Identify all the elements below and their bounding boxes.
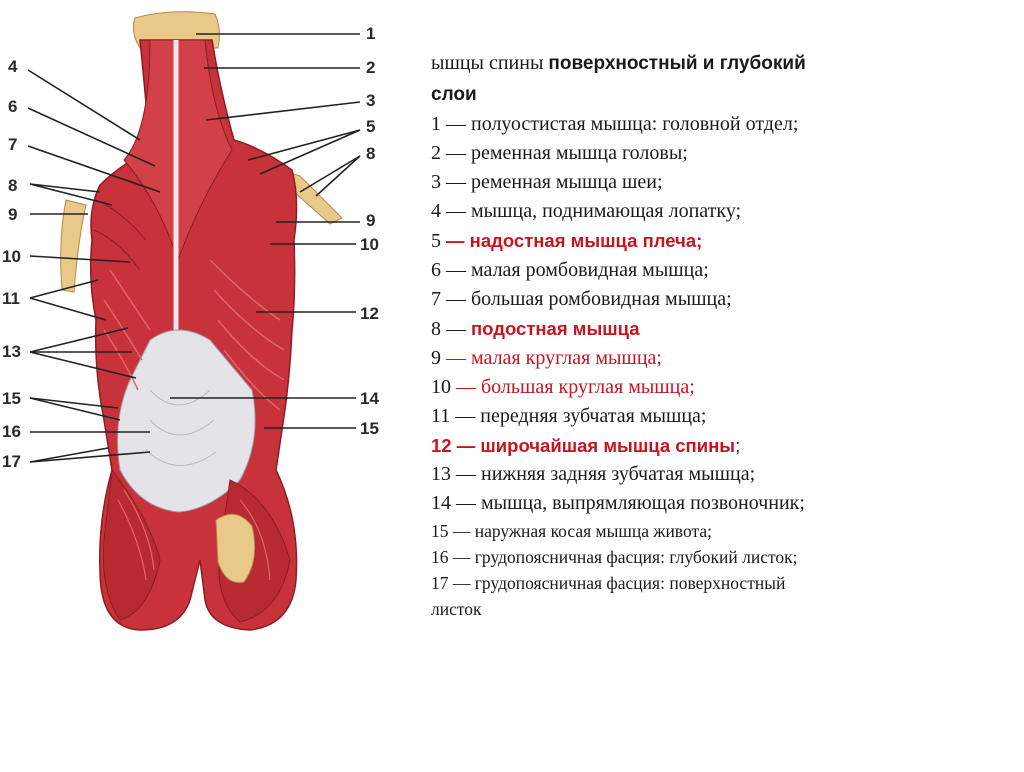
legend-item-text: подостная мышца <box>471 318 640 339</box>
callout-1: 1 <box>366 24 376 43</box>
callout-9-right: 9 <box>366 211 376 230</box>
callout-4: 4 <box>8 57 18 76</box>
legend-item-7 <box>431 285 1016 314</box>
legend-item-text: ременная мышца головы; <box>471 142 688 164</box>
callout-8-right: 8 <box>366 144 376 163</box>
legend-item-number: 6 — <box>431 259 471 281</box>
callout-13: 13 <box>2 342 21 361</box>
legend-item-text: — малая круглая мышца; <box>446 347 662 369</box>
legend-item-17 <box>431 570 1016 596</box>
legend-item-3 <box>431 168 1016 197</box>
callout-6: 6 <box>8 97 18 116</box>
callout-12: 12 <box>360 304 379 323</box>
legend-item-number: 13 — <box>431 463 481 485</box>
legend-item-number: 8 — <box>431 318 471 340</box>
legend-item-text: малая ромбовидная мышца; <box>471 259 709 281</box>
legend-item-text: большая ромбовидная мышца; <box>471 288 732 310</box>
legend-item-6 <box>431 256 1016 285</box>
legend-item-text: наружная косая мышца живота; <box>474 521 712 541</box>
back-muscles-illustration <box>0 0 420 767</box>
legend-item-text: — надостная мышца плеча; <box>446 230 703 251</box>
legend-item-number: 5 <box>431 230 446 252</box>
legend-item-text: полуостистая мышца: головной отдел; <box>471 113 799 135</box>
legend-title-prefix: ышцы спины <box>431 52 549 74</box>
legend-item-2 <box>431 139 1016 168</box>
legend-item-number: 7 — <box>431 288 471 310</box>
legend-item-14 <box>431 489 1016 518</box>
legend-title-bold: поверхностный и глубокий <box>548 53 806 74</box>
legend-item-text: листок <box>431 599 482 619</box>
callout-9-left: 9 <box>8 205 18 224</box>
legend-item-10 <box>431 373 1016 402</box>
legend-item-text: — большая круглая мышца; <box>456 376 695 398</box>
callout-2: 2 <box>366 58 376 77</box>
callout-8-left: 8 <box>8 176 18 195</box>
callout-15-right: 15 <box>360 419 379 438</box>
callout-10-left: 10 <box>2 247 21 266</box>
legend-item-text: передняя зубчатая мышца; <box>480 405 707 427</box>
legend-item-number: 11 — <box>431 405 481 427</box>
legend-item-number: 4 — <box>431 200 471 222</box>
legend-title-bold-2: слои <box>431 84 477 105</box>
callout-5: 5 <box>366 117 376 136</box>
legend-item-13 <box>431 460 1016 489</box>
legend-item-text: грудопоясничная фасция: поверхностный <box>474 573 786 593</box>
callout-17: 17 <box>2 452 21 471</box>
legend-item-number: 12 — широчайшая мышца спины <box>431 435 736 456</box>
legend-item-8 <box>431 314 1016 344</box>
back-muscles-figure <box>0 0 420 767</box>
legend-item-number: 9 <box>431 347 446 369</box>
legend-item-text: ременная мышца шеи; <box>471 171 663 193</box>
legend-item-4 <box>431 197 1016 226</box>
callout-10-right: 10 <box>360 235 379 254</box>
legend-item-text: мышца, поднимающая лопатку; <box>471 200 742 222</box>
callout-7: 7 <box>8 135 18 154</box>
legend-item-number: 15 — <box>431 521 475 541</box>
callout-16: 16 <box>2 422 21 441</box>
callout-15-left: 15 <box>2 389 21 408</box>
legend-item-17-cont <box>431 596 1016 622</box>
legend <box>431 48 1016 622</box>
callout-14: 14 <box>360 389 379 408</box>
legend-item-1 <box>431 110 1016 139</box>
legend-item-number: 16 — <box>431 547 475 567</box>
legend-item-15 <box>431 518 1016 544</box>
legend-item-text: мышца, выпрямляющая позвоночник; <box>481 492 805 514</box>
legend-title-line-2 <box>431 79 1016 110</box>
legend-item-number: 1 — <box>431 113 471 135</box>
legend-item-5 <box>431 226 1016 256</box>
legend-item-number: 2 — <box>431 142 471 164</box>
legend-item-number: 3 — <box>431 171 471 193</box>
legend-title <box>431 48 1016 79</box>
legend-item-text: ; <box>735 435 741 456</box>
legend-item-12 <box>431 431 1016 460</box>
legend-item-text: грудопоясничная фасция: глубокий листок; <box>474 547 798 567</box>
legend-item-number: 14 — <box>431 492 481 514</box>
callout-3: 3 <box>366 91 376 110</box>
legend-item-text: нижняя задняя зубчатая мышца; <box>481 463 756 485</box>
legend-item-16 <box>431 544 1016 570</box>
legend-item-9 <box>431 344 1016 373</box>
legend-item-number: 17 — <box>431 573 475 593</box>
legend-item-number: 10 <box>431 376 456 398</box>
callout-11: 11 <box>2 289 20 308</box>
legend-item-11 <box>431 402 1016 431</box>
